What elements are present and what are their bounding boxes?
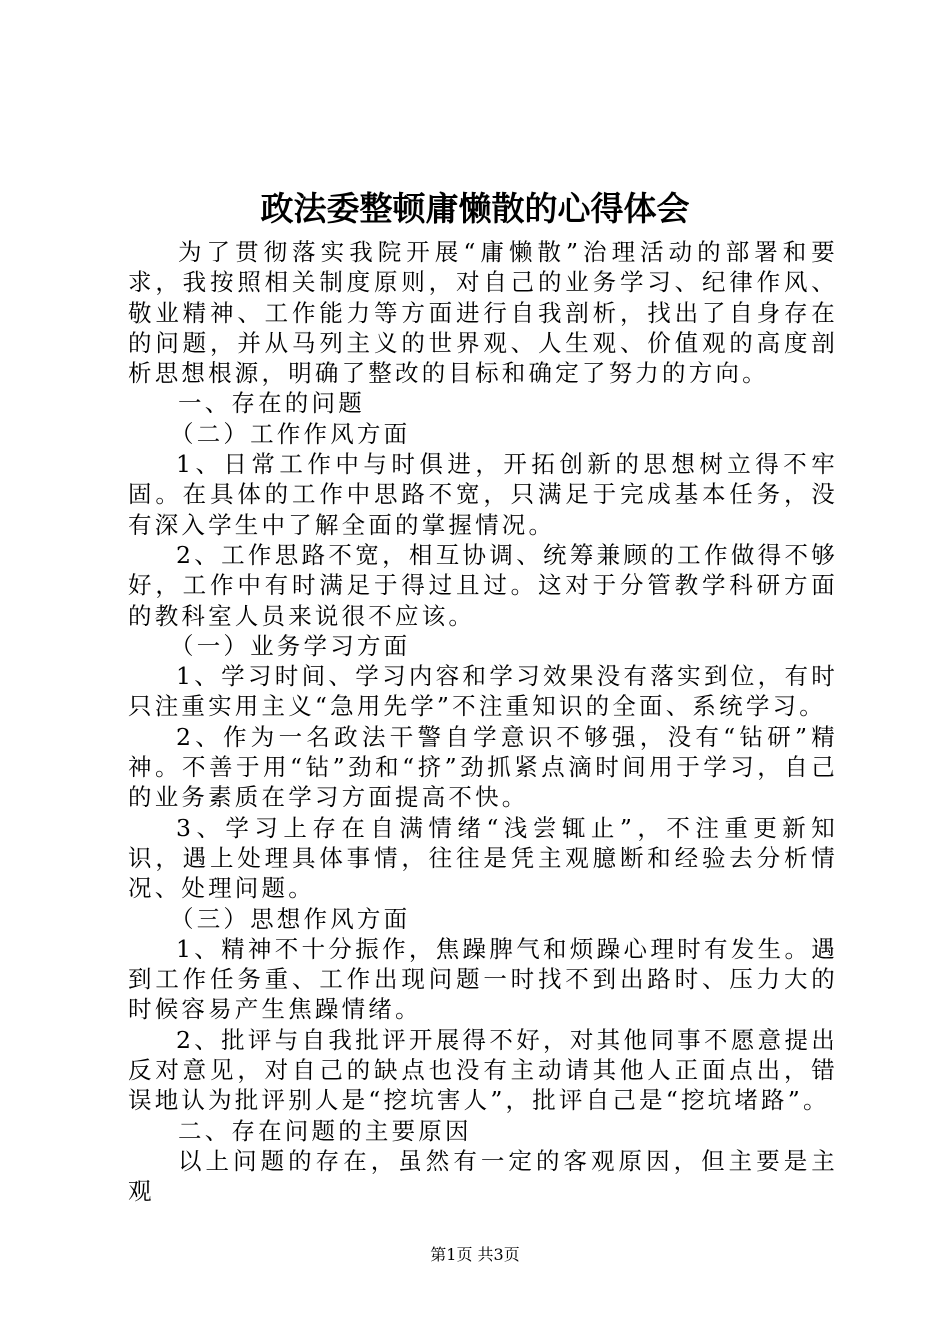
subsection-heading-thinking: （三）思想作风方面 bbox=[170, 904, 411, 933]
document-title: 政法委整顿庸懒散的心得体会 bbox=[260, 189, 690, 228]
section-heading-problems: 一、存在的问题 bbox=[178, 389, 365, 418]
paragraph-study-3: 3、学习上存在自满情绪“浅尝辄止”，不注重更新知识，遇上处理具体事情，往往是凭主观臆断和经验去分析情况、处理问题。 bbox=[128, 813, 838, 903]
paragraph-thinking-1: 1、精神不十分振作，焦躁脾气和烦躁心理时有发生。遇到工作任务重、工作出现问题一时找不到出路时、压力大的时候容易产生焦躁情绪。 bbox=[128, 934, 838, 1024]
subsection-heading-work-style: （二）工作作风方面 bbox=[170, 419, 411, 448]
paragraph-study-1: 1、学习时间、学习内容和学习效果没有落实到位，有时只注重实用主义“急用先学”不注重知识的全面、系统学习。 bbox=[128, 662, 838, 721]
paragraph-work-style-2: 2、工作思路不宽，相互协调、统筹兼顾的工作做得不够好，工作中有时满足于得过且过。这对于分管教学科研方面的教科室人员来说很不应该。 bbox=[128, 540, 838, 630]
page-footer: 第1页 共3页 bbox=[430, 1245, 520, 1264]
paragraph-causes: 以上问题的存在，虽然有一定的客观原因，但主要是主观 bbox=[128, 1146, 838, 1206]
paragraph-intro: 为了贯彻落实我院开展“庸懒散”治理活动的部署和要求，我按照相关制度原则，对自己的业务学习、纪律作风、敬业精神、工作能力等方面进行自我剖析，找出了自身存在的问题，并从马列主义的世界观、人生观、价值观的高度剖析思想根源，明确了整改的目标和确定了努力的方向。 bbox=[128, 238, 838, 388]
section-heading-causes: 二、存在问题的主要原因 bbox=[178, 1116, 472, 1145]
paragraph-study-2: 2、作为一名政法干警自学意识不够强，没有“钻研”精神。不善于用“钻”劲和“挤”劲抓紧点滴时间用于学习，自己的业务素质在学习方面提高不快。 bbox=[128, 722, 838, 812]
subsection-heading-study: （一）业务学习方面 bbox=[170, 631, 411, 660]
paragraph-work-style-1: 1、日常工作中与时俱进，开拓创新的思想树立得不牢固。在具体的工作中思路不宽，只满足于完成基本任务，没有深入学生中了解全面的掌握情况。 bbox=[128, 450, 838, 539]
document-body bbox=[128, 237, 838, 1207]
paragraph-thinking-2: 2、批评与自我批评开展得不好，对其他同事不愿意提出反对意见，对自己的缺点也没有主动请其他人正面点出，错误地认为批评别人是“挖坑害人”，批评自己是“挖坑堵路”。 bbox=[128, 1025, 838, 1115]
